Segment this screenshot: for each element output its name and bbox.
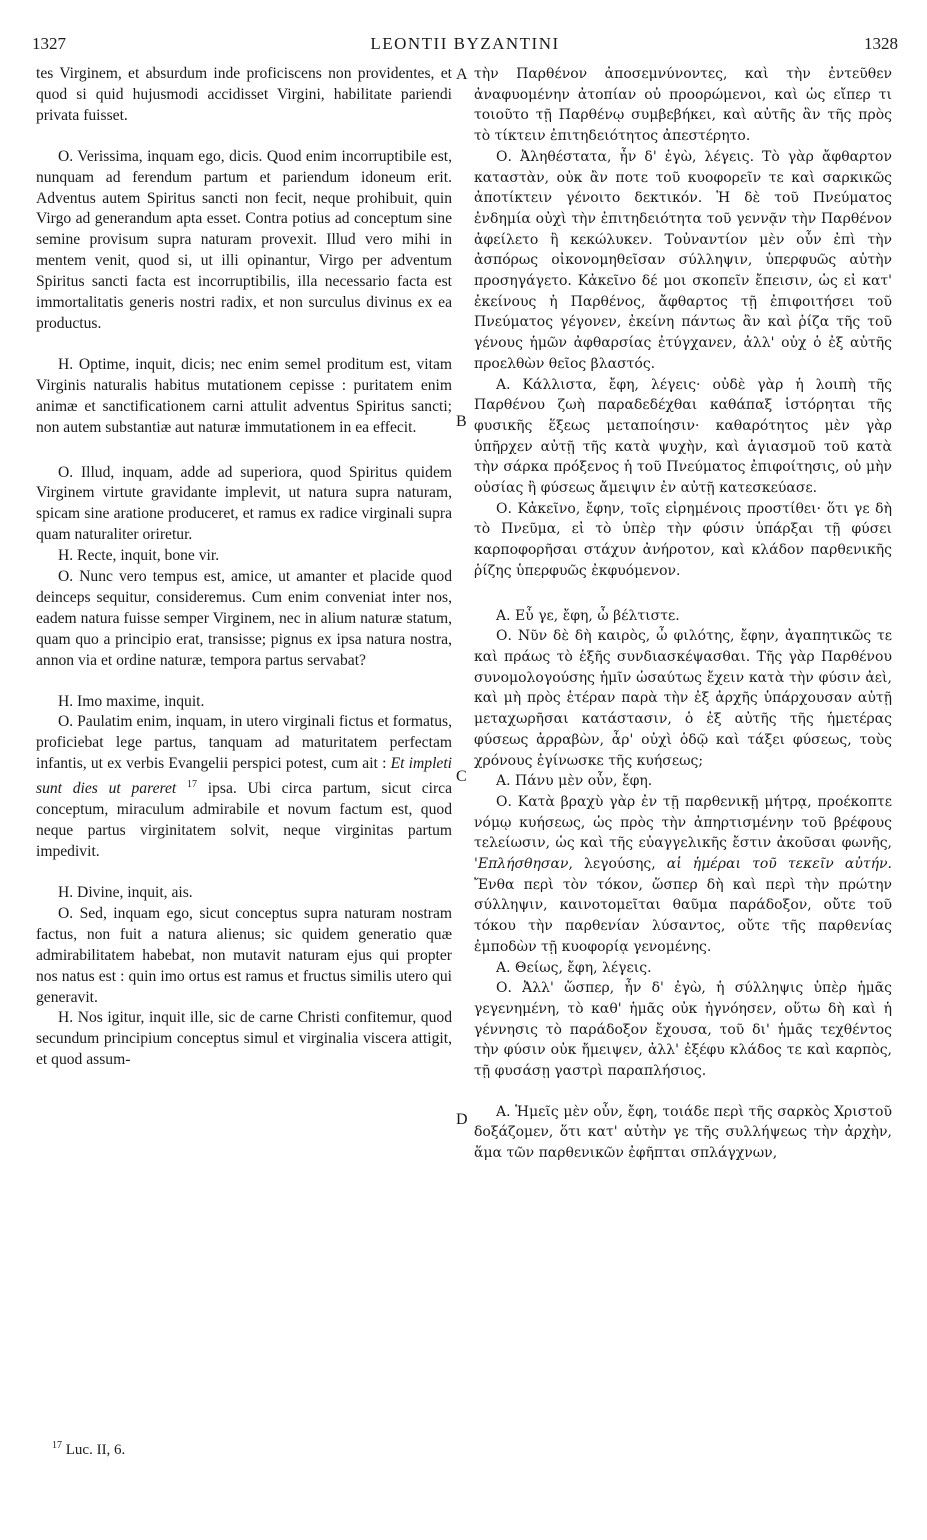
greek-paragraph: Α. Ἡμεῖς μὲν οὖν, ἔφη, τοιάδε περὶ τῆς σαρκὸς Χριστοῦ δοξάζομεν, ὅτι κατ' αὐτὴν γε τῆς συλλήψεως τὴν ἀρχὴν, ἅμα τῶν παρθενικῶν ἐφῆπται σπλάγχνων, (474, 1103, 892, 1162)
footnote (52, 1440, 125, 1459)
margin-marker-b: B (456, 413, 467, 430)
margin-marker-c: C (456, 768, 467, 785)
latin-paragraph: H. Imo maxime, inquit. (58, 692, 205, 710)
running-title: LEONTII BYZANTINI (370, 34, 560, 53)
footnote-number: 17 (52, 1440, 62, 1451)
gospel-quote: αἱ ἡμέραι τοῦ τεκεῖν αὐτήν. (666, 856, 892, 873)
greek-paragraph (474, 792, 892, 958)
latin-paragraph: O. Sed, inquam ego, sicut conceptus supra naturam nostram factus, non fuit a natura alienus; sic quidem generatio quæ admirabilitatem habebat, non mutavit naturam ejus qui propter nos natus est : quin imo ortus est ramus et fructus similis utero qui generavit. (36, 904, 452, 1006)
margin-marker-a: A (456, 66, 468, 83)
gospel-quote: 'Επλήσθησαν (474, 856, 569, 873)
footnote-text: Luc. II, 6. (62, 1442, 126, 1458)
latin-paragraph: O. Nunc vero tempus est, amice, ut amanter et placide quod deinceps sequitur, consideremus. Cum enim conveniat inter nos, eadem natura fuisse semper Virginem, nec in alium naturæ statum, quam quo a principio erat, transisse; pignus ex ipsa natura nostra, annon via et ordine naturæ, tempora partus servabat? (36, 568, 452, 669)
footnote-ref: 17 (187, 779, 197, 791)
greek-paragraph: Α. Κάλλιστα, ἔφη, λέγεις· οὐδὲ γὰρ ἡ λοιπὴ τῆς Παρθένου ζωὴ παραδεδέχθαι καθάπαξ ἱστόρηται τῆς φυσικῆς ἕξεως μεταποίησιν· καθαρότητος μὲν γὰρ ὑπῆρχεν αὐτῇ τῆς κατὰ ψυχὴν, καὶ ἁγιασμοῦ τοῦ κατὰ τὴν σάρκα πρόξενος ἡ τοῦ Πνεύματος ἐπιφοίτησις, οὐ μὴν οὐσίας ἢ φύσεως ἄμειψιν ἐν αὐτῇ κατεσκεύασε. (474, 376, 892, 497)
greek-text: Ο. Κατὰ βραχὺ γὰρ ἐν τῇ παρθενικῇ μήτρᾳ, προέκοπτε νόμῳ κυήσεως, ὡς πρὸς τὴν ἀπηρτισμένην τοῦ βρέφους τελείωσιν, ὡς καὶ τῆς εὐαγγελικῆς ἔστιν ἀκοῦσαι φωνῆς, (474, 793, 892, 852)
greek-paragraph: Ο. Νῦν δὲ δὴ καιρὸς, ὦ φιλότης, ἔφην, ἀγαπητικῶς τε καὶ πράως τὸ ἑξῆς συνδιασκέψασθαι. Τῆς γὰρ Παρθένου συνομολογούσης ἡμῖν ὡσαύτως ἔχειν κατὰ τὴν φύσιν ἀεὶ, καὶ μὴ πρὸς ἑτέραν παρὰ τὴν ἐξ ἀρχῆς ὑπάρχουσαν αὐτῇ μεταχωρῆσαι κατάστασιν, ὁ ἐξ αὐτῆς τῆς ἡμετέρας φύσεως ἀρραβὼν, ἆρ' οὐχὶ ὁδῷ καὶ τάξει φύσεως, τοὺς χρόνους ἐγίνωσκε τῆς κυήσεως; (474, 628, 892, 769)
latin-paragraph: O. Illud, inquam, adde ad superiora, quod Spiritus quidem Virginem virtute gravidante implevit, ut natura supra naturam, spicam sine aratione produceret, et ramus ex radice virginali supra quam naturaliter oriretur. (36, 463, 452, 544)
greek-paragraph: Ο. Ἀλλ' ὥσπερ, ἦν δ' ἐγὼ, ἡ σύλληψις ὑπὲρ ἡμᾶς γεγενημένη, τὸ καθ' ἡμᾶς οὐκ ἠγνόησεν, οὕτω δὴ καὶ ἡ γέννησις τὸ παράδοξον ἔχουσα, τοῦ δι' ἡμᾶς τεχθέντος τὴν φύσιν οὐκ ἤμειψεν, ἀλλ' ἐξέφυ κλάδος τε καὶ καρπὸς, τῇ φυσάσῃ γαστρὶ παραπλήσιος. (474, 980, 892, 1080)
greek-paragraph: Α. Θείως, ἔφη, λέγεις. (496, 959, 652, 976)
latin-paragraph: H. Nos igitur, inquit ille, sic de carne Christi confitemur, quod secundum principium conceptus simul et virginalia viscera attigit, et quod assum- (36, 1009, 452, 1069)
latin-text: ipsa. Ubi circa partum, sicut circa conceptum, miraculum admirabile et novum factum est, quod neque partus virginitatem solvit, neque virginitas partum impedivit. (36, 780, 452, 861)
page-number-right: 1328 (864, 34, 898, 53)
latin-paragraph: H. Optime, inquit, dicis; nec enim semel proditum est, vitam Virginis naturalis habitus mutationem cepisse : puritatem enim animæ et sanctificationem carni attulit adventus Spiritus sancti; non autem substantiæ aut naturæ immutationem in ea effecit. (36, 355, 452, 436)
latin-paragraph: H. Divine, inquit, ais. (58, 884, 193, 901)
greek-text: Ἔνθα περὶ τὸν τόκον, ὥσπερ δὴ καὶ περὶ τὴν πρώτην σύλληψιν, καινοτομεῖται θαῦμα παράδοξον, οὔτε τοῦ τόκου τὴν παρθενίαν λύσαντος, οὔτε τῆς παρθενίας ἐμποδὼν τῇ κυοφορίᾳ γενομένης. (474, 876, 892, 955)
latin-paragraph (36, 712, 452, 863)
greek-paragraph: Α. Εὖ γε, ἔφη, ὦ βέλτιστε. (496, 607, 680, 624)
latin-column (36, 64, 452, 1071)
latin-paragraph: tes Virginem, et absurdum inde proficiscens non providentes, et quod si quid hujusmodi accidisset Virgini, habilitate pariendi privata fuisset. (36, 65, 452, 124)
latin-paragraph: O. Verissima, inquam ego, dicis. Quod enim incorruptibile est, nunquam ad ferendum partum et pariendum idoneum erit. Adventus autem Spiritus sancti non fecit, neque prohibuit, quin Virgo ad generandum apta esset. Contra potius ad conceptum sine semine provisum supra naturam provexit. Illud vero mihi in mentem venit, quod si, ut illi opinantur, Virgo per adventum Spiritus sancti facta est incorruptibilis, illa necessario facta est immortalitatis generis nostri radix, et non surculus divinus ex ea productus. (36, 147, 452, 332)
greek-column (474, 64, 892, 1164)
latin-text: O. Paulatim enim, inquam, in utero virginali fictus et formatus, proficiebat lege partus, tanquam ad maturitatem perfectam infantis, ut ex verbis Evangelii perspici potest, cum ait : (36, 713, 452, 773)
greek-paragraph: Ο. Κἀκεῖνο, ἔφην, τοῖς εἰρημένοις προστίθει· ὅτι γε δὴ τὸ Πνεῦμα, εἰ τὸ ὑπὲρ τὴν φύσιν ὑπάρξαι τῇ φύσει καρποφορῆσαι στάχυν ἀνήροτον, καὶ κλάδον παρθενικῆς ῥίζης ὑπερφυῶς ἐκφυόμενον. (474, 500, 892, 579)
margin-marker-d: D (456, 1111, 468, 1128)
page-number-left: 1327 (32, 34, 66, 53)
greek-paragraph: τὴν Παρθένον ἀποσεμνύνοντες, καὶ τὴν ἐντεῦθεν ἀναφυομένην ἀτοπίαν οὐ προορώμενοι, καὶ ὡς εἴπερ τι τοιοῦτο τῇ Παρθένῳ συμβεβήκει, καὶ αὐτῆς ἂν τῆς πρὸς τὸ τίκτειν ἐπιτηδειότητος ἀπεστέρητο. (474, 66, 892, 145)
latin-paragraph: H. Recte, inquit, bone vir. (58, 547, 220, 565)
greek-text: , λεγούσης, (568, 856, 667, 873)
page-header (32, 34, 898, 58)
greek-paragraph: Α. Πάνυ μὲν οὖν, ἔφη. (496, 773, 653, 790)
greek-paragraph: Ο. Ἀληθέστατα, ἦν δ' ἐγὼ, λέγεις. Τὸ γὰρ ἄφθαρτον καταστὰν, οὐκ ἂν ποτε τοῦ κυοφορεῖν τε καὶ σαρκικῶς ἀποτίκτειν γένοιτο δεκτικόν. Ἡ δὲ τοῦ Πνεύματος ἐνδημία οὐχὶ τὴν ἐπιτηδειότητα τοῦ γεννᾷν τὴν Παρθένον ἀφείλετο ἢ κεκώλυκεν. Τοὐναντίον μὲν οὖν ἐπὶ τὴν ἀσπόρως οἰκονομηθεῖσαν σύλληψιν, ὑπερφυῶς αὐτὴν προσηγάγετο. Κἀκεῖνο δέ μοι σκοπεῖν ἔπεισιν, ὡς εἰ κατ' ἐκείνους ἡ Παρθένος, ἄφθαρτος τῇ ἐπιφοιτήσει τοῦ Πνεύματος γέγονεν, ἐκείνη πάντως ἂν καὶ ῥίζα τῆς τοῦ γένους ἡμῶν ἀφθαρσίας ἐτύγχανεν, ἀλλ' οὐχ ὁ ἐξ αὐτῆς προελθὼν θεῖος βλαστός. (474, 148, 892, 372)
gospel-quote: Et impleti sunt dies ut pareret (36, 755, 452, 798)
